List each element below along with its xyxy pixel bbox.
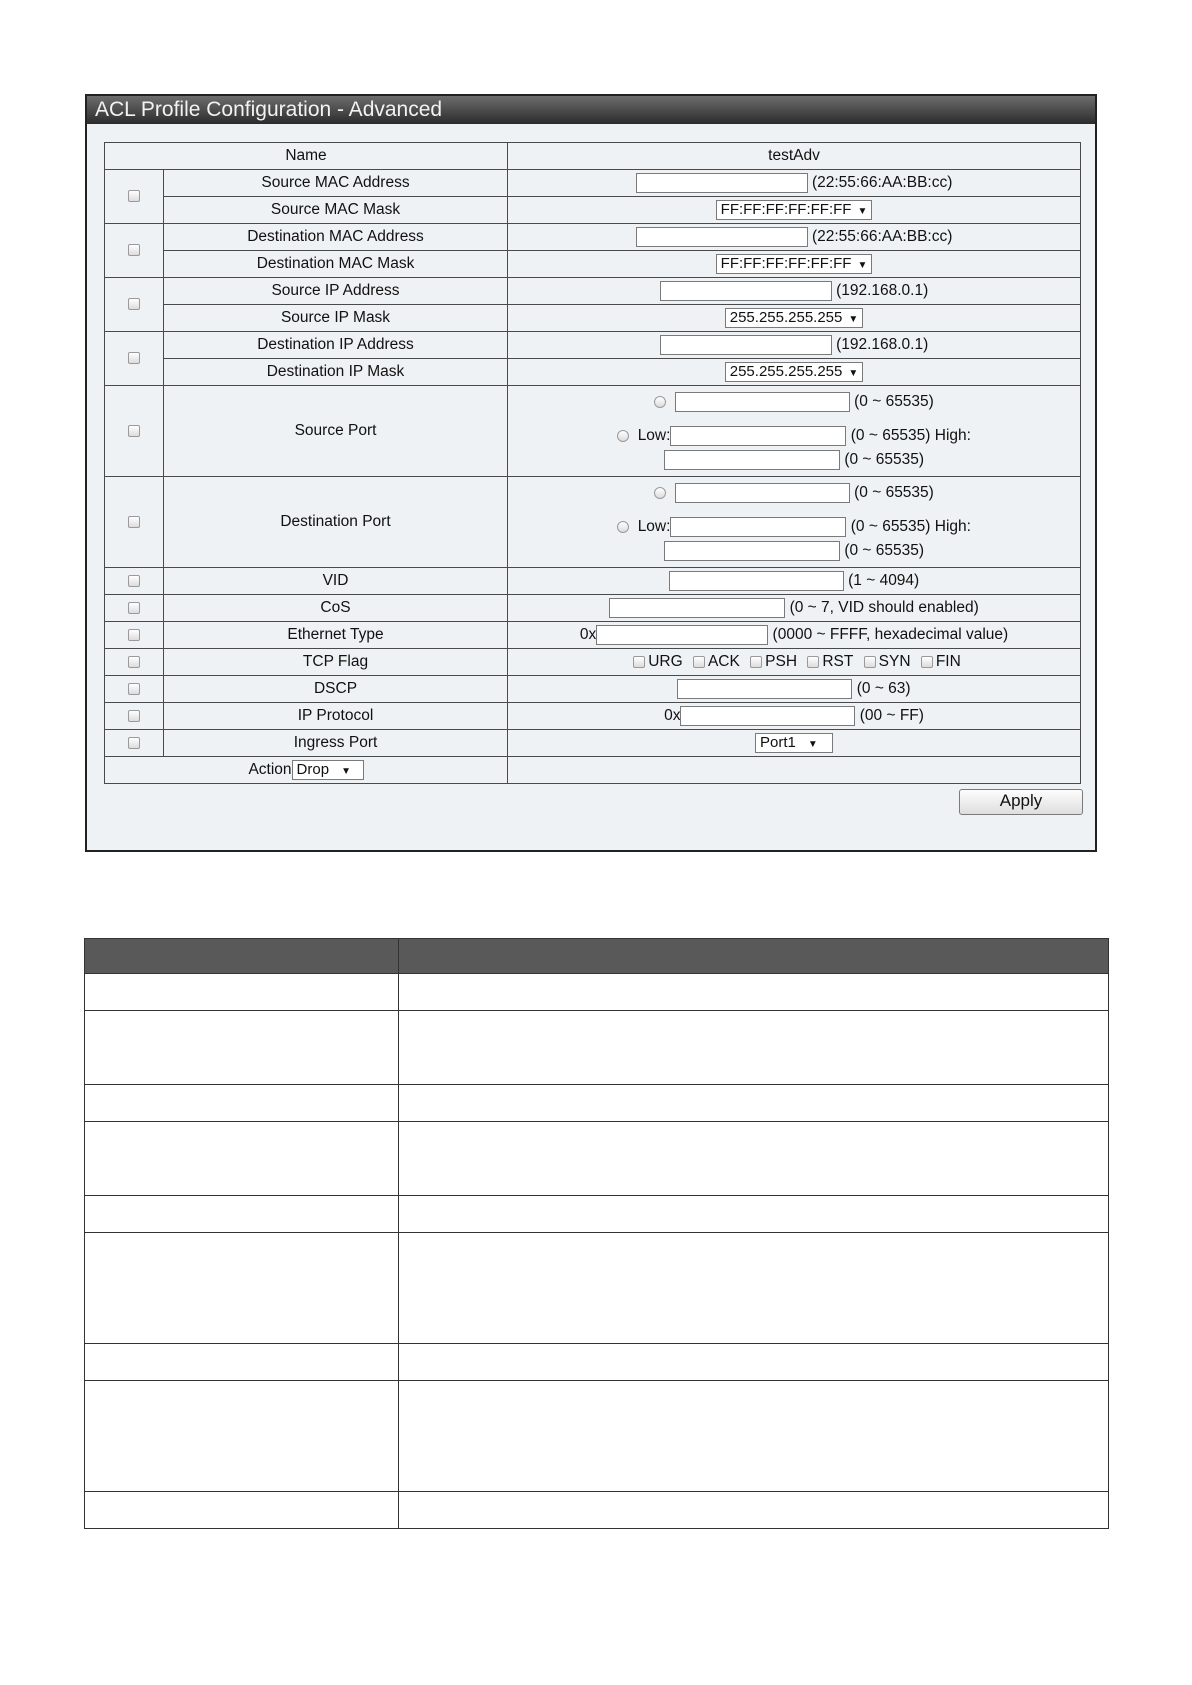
- src-mac-checkbox[interactable]: [128, 190, 140, 202]
- table-row: [105, 386, 1081, 477]
- dst-port-label: Destination Port: [164, 477, 508, 568]
- tcp-flag-checkbox[interactable]: [128, 656, 140, 668]
- name-row: [105, 143, 1081, 170]
- action-label: Action: [248, 761, 292, 778]
- src-mac-hint: (22:55:66:AA:BB:cc): [811, 174, 953, 191]
- chevron-down-icon: ▼: [341, 766, 351, 777]
- eth-type-hint: (0000 ~ FFFF, hexadecimal value): [772, 626, 1009, 643]
- dst-port-range-radio[interactable]: [617, 521, 629, 533]
- ack-label: ACK: [707, 652, 740, 670]
- dst-port-single-radio[interactable]: [654, 487, 666, 499]
- rst-checkbox[interactable]: [807, 656, 819, 668]
- dst-port-single-hint: (0 ~ 65535): [854, 484, 934, 501]
- chevron-down-icon: ▼: [807, 739, 818, 750]
- fin-label: FIN: [935, 652, 961, 670]
- dscp-checkbox[interactable]: [128, 683, 140, 695]
- src-mac-mask-select[interactable]: [716, 200, 873, 220]
- src-ip-hint: (192.168.0.1): [836, 282, 929, 299]
- table-row: [105, 197, 1081, 224]
- src-mac-mask-label: Source MAC Mask: [164, 197, 508, 224]
- urg-checkbox[interactable]: [633, 656, 645, 668]
- dst-ip-mask-value: 255.255.255.255: [729, 363, 843, 380]
- vid-input[interactable]: [669, 571, 844, 591]
- vid-label: VID: [164, 568, 508, 595]
- dst-mac-mask-select[interactable]: [716, 254, 873, 274]
- ip-proto-prefix: 0x: [664, 707, 681, 724]
- action-row: [105, 757, 1081, 784]
- table-row: [105, 251, 1081, 278]
- src-ip-mask-select[interactable]: [725, 308, 864, 328]
- vid-checkbox[interactable]: [128, 575, 140, 587]
- table-row: [85, 1381, 1109, 1492]
- dst-ip-hint: (192.168.0.1): [836, 336, 929, 353]
- dscp-label: DSCP: [164, 676, 508, 703]
- src-port-single-radio[interactable]: [654, 396, 666, 408]
- src-ip-checkbox[interactable]: [128, 298, 140, 310]
- dst-port-high-input[interactable]: [664, 541, 840, 561]
- chevron-down-icon: ▼: [848, 314, 859, 325]
- table-row: [105, 649, 1081, 676]
- action-value: Drop: [296, 761, 330, 778]
- dst-ip-label: Destination IP Address: [164, 332, 508, 359]
- src-port-high-input[interactable]: [664, 450, 840, 470]
- dscp-input[interactable]: [677, 679, 852, 699]
- dst-port-low-input[interactable]: [670, 517, 846, 537]
- table-row: [105, 332, 1081, 359]
- acl-advanced-panel: [85, 94, 1097, 852]
- panel-title: ACL Profile Configuration - Advanced: [87, 96, 1095, 124]
- table-header-row: [85, 939, 1109, 974]
- table-row: [105, 359, 1081, 386]
- table-row: [105, 278, 1081, 305]
- table-row: [85, 1492, 1109, 1529]
- table-row: [105, 224, 1081, 251]
- ip-proto-input[interactable]: [680, 706, 855, 726]
- apply-button[interactable]: Apply: [959, 789, 1083, 815]
- dst-ip-mask-label: Destination IP Mask: [164, 359, 508, 386]
- table-row: [105, 170, 1081, 197]
- psh-label: PSH: [765, 652, 798, 670]
- chevron-down-icon: ▼: [857, 260, 868, 271]
- dst-port-high-hint: (0 ~ 65535): [844, 542, 925, 559]
- dst-ip-mask-select[interactable]: [725, 362, 864, 382]
- table-row: [85, 1344, 1109, 1381]
- ingress-port-select[interactable]: [755, 733, 833, 753]
- name-label: Name: [105, 143, 508, 170]
- table-row: [105, 730, 1081, 757]
- ip-proto-checkbox[interactable]: [128, 710, 140, 722]
- action-select[interactable]: [292, 760, 364, 780]
- chevron-down-icon: ▼: [857, 206, 868, 217]
- table-row: [85, 1085, 1109, 1122]
- table-row: [105, 568, 1081, 595]
- dst-mac-checkbox[interactable]: [128, 244, 140, 256]
- dst-mac-mask-value: FF:FF:FF:FF:FF:FF: [720, 255, 852, 272]
- table-row: [85, 974, 1109, 1011]
- dscp-hint: (0 ~ 63): [856, 680, 911, 697]
- dst-port-low-label: Low:: [637, 518, 671, 535]
- cos-label: CoS: [164, 595, 508, 622]
- chevron-down-icon: ▼: [848, 368, 859, 379]
- src-mac-mask-value: FF:FF:FF:FF:FF:FF: [720, 201, 852, 218]
- dst-ip-checkbox[interactable]: [128, 352, 140, 364]
- src-mac-input[interactable]: [636, 173, 808, 193]
- table-row: [105, 477, 1081, 568]
- profile-name-value: testAdv: [508, 143, 1081, 170]
- src-port-checkbox[interactable]: [128, 425, 140, 437]
- acl-config-table: [104, 142, 1081, 784]
- table-row: [85, 1233, 1109, 1344]
- table-row: [105, 622, 1081, 649]
- table-row: [85, 1011, 1109, 1085]
- psh-checkbox[interactable]: [750, 656, 762, 668]
- ingress-port-value: Port1: [760, 734, 796, 751]
- eth-type-label: Ethernet Type: [164, 622, 508, 649]
- ack-checkbox[interactable]: [693, 656, 705, 668]
- dst-port-single-input[interactable]: [675, 483, 850, 503]
- cos-checkbox[interactable]: [128, 602, 140, 614]
- src-mac-label: Source MAC Address: [164, 170, 508, 197]
- table-row: [85, 1196, 1109, 1233]
- description-table: [84, 938, 1109, 1529]
- src-port-low-label: Low:: [637, 427, 671, 444]
- syn-checkbox[interactable]: [864, 656, 876, 668]
- table-row: [105, 703, 1081, 730]
- cos-hint: (0 ~ 7, VID should enabled): [789, 599, 979, 616]
- eth-type-checkbox[interactable]: [128, 629, 140, 641]
- table-row: [105, 676, 1081, 703]
- src-ip-mask-value: 255.255.255.255: [729, 309, 843, 326]
- cos-input[interactable]: [609, 598, 785, 618]
- eth-type-prefix: 0x: [579, 626, 597, 643]
- src-port-high-hint: (0 ~ 65535): [844, 451, 925, 468]
- src-port-low-hint: (0 ~ 65535) High:: [850, 427, 971, 444]
- dst-mac-hint: (22:55:66:AA:BB:cc): [811, 228, 953, 245]
- vid-hint: (1 ~ 4094): [848, 572, 920, 589]
- fin-checkbox[interactable]: [921, 656, 933, 668]
- tcp-flag-label: TCP Flag: [164, 649, 508, 676]
- dst-port-low-hint: (0 ~ 65535) High:: [850, 518, 971, 535]
- dst-port-checkbox[interactable]: [128, 516, 140, 528]
- syn-label: SYN: [878, 652, 911, 670]
- src-port-low-input[interactable]: [670, 426, 846, 446]
- dst-mac-mask-label: Destination MAC Mask: [164, 251, 508, 278]
- src-port-single-input[interactable]: [675, 392, 850, 412]
- src-port-range-radio[interactable]: [617, 430, 629, 442]
- src-port-label: Source Port: [164, 386, 508, 477]
- table-row: [105, 595, 1081, 622]
- table-row: [105, 305, 1081, 332]
- dst-ip-input[interactable]: [660, 335, 832, 355]
- src-ip-input[interactable]: [660, 281, 832, 301]
- src-ip-label: Source IP Address: [164, 278, 508, 305]
- eth-type-input[interactable]: [596, 625, 768, 645]
- dst-mac-label: Destination MAC Address: [164, 224, 508, 251]
- ip-proto-label: IP Protocol: [164, 703, 508, 730]
- src-port-single-hint: (0 ~ 65535): [854, 393, 934, 410]
- ip-proto-hint: (00 ~ FF): [859, 707, 924, 724]
- table-row: [85, 1122, 1109, 1196]
- urg-label: URG: [648, 652, 683, 670]
- src-ip-mask-label: Source IP Mask: [164, 305, 508, 332]
- ingress-checkbox[interactable]: [128, 737, 140, 749]
- ingress-label: Ingress Port: [164, 730, 508, 757]
- rst-label: RST: [822, 652, 854, 670]
- dst-mac-input[interactable]: [636, 227, 808, 247]
